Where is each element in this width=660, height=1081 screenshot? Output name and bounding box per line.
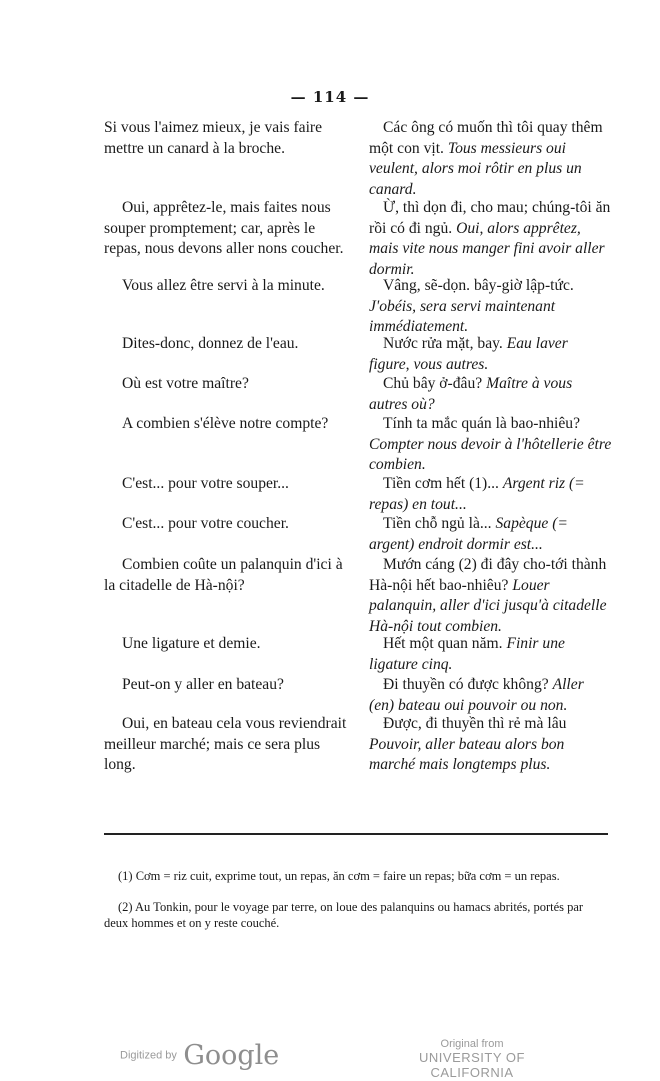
- french-phrase-8: C'est... pour votre coucher.: [122, 515, 289, 532]
- french-phrase-10: Une ligature et demie.: [122, 635, 261, 652]
- footnote-2: (2) Au Tonkin, pour le voyage par terre, on loue des palanquins ou hamacs abrités, portés par deux hommes et on y reste couché.: [104, 900, 584, 930]
- page-number: — 114 —: [290, 88, 370, 106]
- literal-translation: Eau laver figure, vous autres.: [369, 335, 568, 373]
- vietnamese-phrase-10: [369, 634, 612, 675]
- french-phrase-6: A combien s'élève notre compte?: [122, 415, 329, 432]
- original-from-label: Original from: [440, 1038, 504, 1050]
- vietnamese-phrase-7: [369, 474, 612, 515]
- footnote-1: (1) Cơm = riz cuit, exprime tout, un repas, ăn cơm = faire un repas; bữa cơm = un repas.: [118, 869, 560, 883]
- vietnamese-text: Mướn cáng (2) đi đây cho-tới thành Hà-nội hết bao-nhiêu?: [369, 556, 607, 594]
- vietnamese-text: Hết một quan năm.: [383, 635, 503, 652]
- vietnamese-phrase-11: [369, 675, 612, 716]
- vietnamese-text: Các ông có muốn thì tôi quay thêm một con vịt.: [369, 119, 603, 157]
- vietnamese-phrase-8: [369, 514, 612, 555]
- french-phrase-1: Si vous l'aimez mieux, je vais faire mettre un canard à la broche.: [104, 119, 323, 157]
- literal-translation: Compter nous devoir à l'hôtellerie être combien.: [369, 435, 612, 473]
- french-phrase-4: Dites-donc, donnez de l'eau.: [122, 335, 299, 352]
- literal-translation: Aller (en) bateau oui pouvoir ou non.: [369, 676, 584, 714]
- original-source: [377, 1038, 567, 1080]
- university-label: UNIVERSITY OF CALIFORNIA: [419, 1050, 525, 1080]
- google-logo: Google: [183, 1040, 280, 1071]
- vietnamese-phrase-2: [369, 198, 612, 280]
- french-phrase-12: Oui, en bateau cela vous reviendrait meilleur marché; mais ce sera plus long.: [104, 715, 347, 773]
- vietnamese-text: Được, đi thuyền thì rẻ mà lâu: [383, 715, 567, 732]
- vietnamese-phrase-9: [369, 555, 612, 637]
- vietnamese-text: Đi thuyền có được không?: [383, 676, 549, 693]
- vietnamese-text: Tiền chỗ ngủ là...: [383, 515, 492, 532]
- french-phrase-7: C'est... pour votre souper...: [122, 475, 289, 492]
- french-phrase-5: Où est votre maître?: [122, 375, 249, 392]
- vietnamese-text: Nước rửa mặt, bay.: [383, 335, 503, 352]
- french-phrase-9: Combien coûte un palanquin d'ici à la citadelle de Hà-nội?: [104, 556, 343, 594]
- french-phrase-3: Vous allez être servi à la minute.: [122, 277, 325, 294]
- literal-translation: Tous messieurs oui veulent, alors moi rôtir en plus un canard.: [369, 139, 582, 198]
- vietnamese-text: Chủ bây ở-đâu?: [383, 375, 483, 392]
- vietnamese-text: Vâng, sẽ-dọn. bây-giờ lập-tức.: [383, 277, 574, 294]
- literal-translation: Maître à vous autres où?: [369, 375, 573, 413]
- vietnamese-phrase-12: [369, 714, 612, 776]
- literal-translation: Pouvoir, aller bateau alors bon marché mais longtemps plus.: [369, 735, 565, 773]
- footnote-divider: [104, 833, 608, 835]
- vietnamese-text: Tính ta mắc quán là bao-nhiêu?: [383, 415, 581, 432]
- literal-translation: Louer palanquin, aller d'ici jusqu'à citadelle Hà-nội tout combien.: [369, 576, 607, 635]
- literal-translation: Argent riz (= repas) en tout...: [369, 475, 585, 513]
- vietnamese-phrase-1: [369, 118, 612, 200]
- literal-translation: Oui, alors apprêtez, mais vite nous manger fini avoir aller dormir.: [369, 219, 605, 278]
- vietnamese-phrase-6: [369, 414, 612, 476]
- vietnamese-phrase-3: [369, 276, 612, 338]
- digitized-by-label: Digitized by: [120, 1049, 177, 1062]
- vietnamese-phrase-5: [369, 374, 612, 415]
- digitized-by-google: [120, 1040, 279, 1071]
- french-phrase-11: Peut-on y aller en bateau?: [122, 676, 284, 693]
- literal-translation: Finir une ligature cinq.: [369, 635, 565, 673]
- vietnamese-text: Tiền cơm hết (1)...: [383, 475, 499, 492]
- french-phrase-2: Oui, apprêtez-le, mais faites nous souper promptement; car, après le repas, nous devons aller nons coucher.: [104, 199, 344, 257]
- vietnamese-text: Ừ, thì dọn đi, cho mau; chúng-tôi ăn rồi có đi ngủ.: [369, 199, 611, 237]
- literal-translation: J'obéis, sera servi maintenant immédiatement.: [369, 297, 556, 335]
- vietnamese-phrase-4: [369, 334, 612, 375]
- literal-translation: Sapèque (= argent) endroit dormir est...: [369, 515, 568, 553]
